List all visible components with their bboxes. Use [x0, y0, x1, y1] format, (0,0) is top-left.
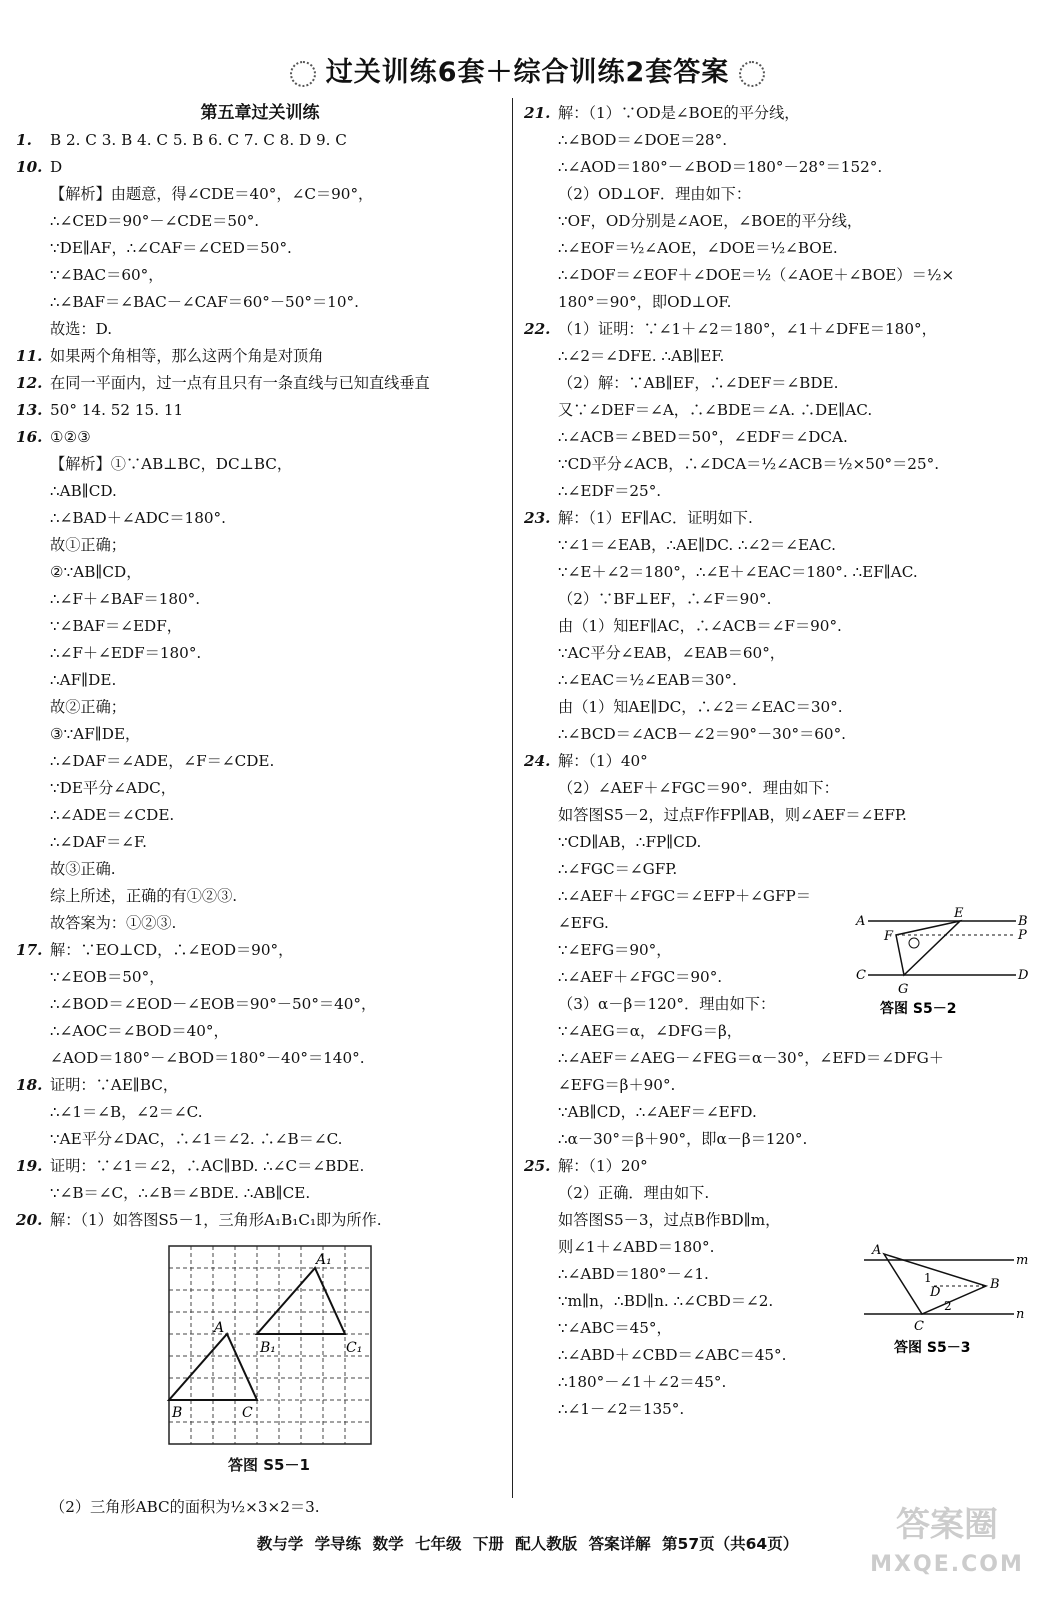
answer-text: ∴∠DAF＝∠F.	[50, 833, 147, 851]
answer-line	[16, 1099, 504, 1126]
answer-line	[16, 127, 504, 154]
answer-text: ∵DE平分∠ADC，	[50, 779, 176, 797]
answer-line	[524, 640, 1044, 667]
answer-text: ∵∠EOB＝50°，	[50, 968, 165, 986]
answer-line	[524, 1018, 1044, 1045]
right-column	[524, 100, 1044, 1423]
label-a: A	[856, 914, 866, 929]
answer-line	[16, 667, 504, 694]
answer-line	[16, 1018, 504, 1045]
answer-text: ∴∠1＝∠B，∠2＝∠C.	[50, 1103, 203, 1121]
answer-text: ∴∠ABD＋∠CBD＝∠ABC＝45°.	[558, 1346, 787, 1364]
answer-text: ∵m∥n，∴BD∥n. ∴∠CBD＝∠2.	[558, 1292, 774, 1310]
figure-s5-3	[854, 1238, 1029, 1358]
answer-line	[524, 127, 1044, 154]
answer-text: （2）解：∵AB∥EF，∴∠DEF＝∠BDE.	[558, 374, 839, 392]
answer-line	[524, 100, 1044, 127]
answer-text: 在同一平面内，过一点有且只有一条直线与已知直线垂直	[50, 374, 430, 392]
answer-text: （3）α－β＝120°．理由如下：	[558, 995, 776, 1013]
answer-text: 如答图S5－2，过点F作FP∥AB，则∠AEF＝∠EFP.	[558, 806, 907, 824]
answer-line	[16, 1126, 504, 1153]
answer-text: 由（1）知AE∥DC，∴∠2＝∠EAC＝30°.	[558, 698, 843, 716]
answer-text: 故选：D.	[50, 320, 113, 338]
answer-line	[16, 856, 504, 883]
answer-text: ∴∠ADE＝∠CDE.	[50, 806, 175, 824]
answer-text: 证明：∵∠1＝∠2，∴AC∥BD. ∴∠C＝∠BDE.	[50, 1157, 365, 1175]
answer-text: ∵DE∥AF，∴∠CAF＝∠CED＝50°.	[50, 239, 292, 257]
question-number: 21.	[524, 104, 551, 122]
answer-line	[16, 316, 504, 343]
answer-line	[524, 208, 1044, 235]
answer-line	[524, 532, 1044, 559]
question-number: 16.	[16, 428, 43, 446]
answer-line	[524, 1180, 1044, 1207]
answer-text: 如答图S5－3，过点B作BD∥m，	[558, 1211, 781, 1229]
answer-line	[524, 1153, 1044, 1180]
answer-text: ∴∠AOD＝180°－∠BOD＝180°－28°＝152°.	[558, 158, 883, 176]
answer-line	[16, 505, 504, 532]
answer-text: ∴∠BOD＝∠EOD－∠EOB＝90°－50°＝40°，	[50, 995, 377, 1013]
answer-text: 180°＝90°，即OD⊥OF.	[558, 293, 732, 311]
answer-line	[16, 451, 504, 478]
answer-line	[16, 586, 504, 613]
answer-text: 解：（1）20°	[558, 1157, 648, 1175]
label-f: F	[884, 929, 894, 944]
answer-text: ∵CD∥AB，∴FP∥CD.	[558, 833, 702, 851]
answer-line	[16, 262, 504, 289]
answer-line	[524, 667, 1044, 694]
answer-text: ∴∠EAC＝½∠EAB＝30°.	[558, 671, 737, 689]
answer-line	[524, 343, 1044, 370]
question-number: 12.	[16, 374, 43, 392]
answer-line	[524, 181, 1044, 208]
answer-text: ∴∠BOD＝∠DOE＝28°.	[558, 131, 728, 149]
answer-line	[524, 424, 1044, 451]
label-b: B	[172, 1405, 183, 1421]
label-d: D	[930, 1285, 941, 1300]
answer-line	[524, 1126, 1044, 1153]
answer-line	[16, 1153, 504, 1180]
answer-line	[16, 559, 504, 586]
watermark-text: 答案圈	[896, 1505, 998, 1545]
answer-line	[524, 235, 1044, 262]
answer-text: ②∵AB∥CD，	[50, 563, 142, 581]
answer-text: ∴∠2＝∠DFE. ∴AB∥EF.	[558, 347, 725, 365]
answer-text: ∴∠AEF＝∠AEG－∠FEG＝α－30°，∠EFD＝∠DFG＋	[558, 1049, 944, 1067]
answer-text: ∠EFG.	[558, 914, 609, 932]
answer-text: （1）证明：∵∠1＋∠2＝180°，∠1＋∠DFE＝180°，	[558, 320, 937, 338]
answer-text: 解：（1）如答图S5－1，三角形A₁B₁C₁即为所作.	[50, 1211, 382, 1229]
answer-text: ∴AF∥DE.	[50, 671, 117, 689]
answer-text: ∴α－30°＝β＋90°，即α－β＝120°.	[558, 1130, 808, 1148]
answer-line	[16, 694, 504, 721]
answer-text: 由（1）知EF∥AC，∴∠ACB＝∠F＝90°.	[558, 617, 842, 635]
label-m: m	[1016, 1253, 1029, 1268]
ornament-icon	[739, 61, 765, 87]
answer-text: ∴∠DAF＝∠ADE，∠F＝∠CDE.	[50, 752, 275, 770]
answer-line	[524, 721, 1044, 748]
answer-text: 故②正确；	[50, 698, 126, 716]
answer-text: ∵∠EFG＝90°，	[558, 941, 672, 959]
answer-text: 【解析】由题意，得∠CDE＝40°，∠C＝90°，	[50, 185, 374, 203]
answer-text: ∴∠DOF＝∠EOF＋∠DOE＝½（∠AOE＋∠BOE）＝½×	[558, 266, 955, 284]
answer-line	[16, 829, 504, 856]
answer-text: ∵∠BAC＝60°，	[50, 266, 164, 284]
answer-text: ∴∠BAF＝∠BAC－∠CAF＝60°－50°＝10°.	[50, 293, 359, 311]
answer-line	[524, 262, 1044, 289]
answer-line	[524, 154, 1044, 181]
answer-text: ∠AOD＝180°－∠BOD＝180°－40°＝140°.	[50, 1049, 365, 1067]
answer-line	[524, 802, 1044, 829]
question-number: 13.	[16, 401, 43, 419]
answer-text: D	[50, 158, 63, 176]
page-footer: 教与学 学导练 数学 七年级 下册 配人教版 答案详解 第57页（共64页）	[256, 1535, 799, 1553]
question-number: 20.	[16, 1211, 43, 1229]
section-heading: 第五章过关训练	[200, 103, 320, 123]
answer-line	[16, 235, 504, 262]
answer-text: （2）∵BF⊥EF，∴∠F＝90°.	[558, 590, 772, 608]
answer-text: ∠EFG＝β＋90°.	[558, 1076, 676, 1094]
answer-text: 证明：∵AE∥BC，	[50, 1076, 179, 1094]
angle-2-label: 2	[944, 1299, 952, 1313]
answer-text: ∴AB∥CD.	[50, 482, 117, 500]
figure-s5-2	[856, 905, 1029, 1017]
answer-line	[524, 397, 1044, 424]
answer-line	[16, 1072, 504, 1099]
answer-text: 综上所述，正确的有①②③.	[50, 887, 238, 905]
figure-s5-1	[16, 1234, 504, 1484]
question-number: 22.	[524, 320, 551, 338]
answer-text: （2）OD⊥OF．理由如下：	[558, 185, 752, 203]
answer-text: 故①正确；	[50, 536, 126, 554]
answer-text: ∴∠AOC＝∠BOD＝40°，	[50, 1022, 229, 1040]
answer-text: ∵∠BAF＝∠EDF，	[50, 617, 182, 635]
label-n: n	[1016, 1307, 1025, 1322]
answer-text: ∵AE平分∠DAC，∴∠1＝∠2. ∴∠B＝∠C.	[50, 1130, 343, 1148]
answer-text: ∵AC平分∠EAB，∠EAB＝60°，	[558, 644, 785, 662]
answer-text: ∴∠F＋∠BAF＝180°.	[50, 590, 201, 608]
answer-text: ∴∠FGC＝∠GFP.	[558, 860, 678, 878]
answer-text: 50° 14. 52 15. 11	[50, 401, 184, 419]
left-answer-list	[16, 127, 504, 1234]
answer-text: 解：（1）40°	[558, 752, 648, 770]
question-number: 10.	[16, 158, 43, 176]
answer-line	[16, 883, 504, 910]
label-p: P	[1018, 928, 1027, 943]
answer-text: ∵∠B＝∠C，∴∠B＝∠BDE. ∴AB∥CE.	[50, 1184, 311, 1202]
question-number: 19.	[16, 1157, 43, 1175]
answer-text: ∴∠AEF＋∠FGC＝90°.	[558, 968, 723, 986]
label-a1: A₁	[316, 1252, 332, 1268]
answer-line	[16, 154, 504, 181]
answer-line	[524, 559, 1044, 586]
label-a: A	[872, 1243, 882, 1258]
answer-line	[524, 289, 1044, 316]
answer-line	[16, 478, 504, 505]
answer-line	[16, 424, 504, 451]
label-c: C	[242, 1405, 253, 1421]
label-b1: B₁	[260, 1340, 276, 1356]
answer-line	[524, 1369, 1044, 1396]
answer-text: 解：（1）∵OD是∠BOE的平分线，	[558, 104, 800, 122]
answer-text: ∴180°－∠1＋∠2＝45°.	[558, 1373, 727, 1391]
answer-line	[524, 586, 1044, 613]
answer-line: （2）三角形ABC的面积为½×3×2＝3.	[50, 1498, 320, 1516]
answer-line	[16, 343, 504, 370]
label-g: G	[898, 982, 909, 997]
watermark-url: MXQE.COM	[870, 1552, 1024, 1577]
label-c: C	[856, 968, 866, 983]
answer-line	[16, 775, 504, 802]
answer-text: 故③正确.	[50, 860, 116, 878]
question-number: 23.	[524, 509, 551, 527]
answer-line	[16, 532, 504, 559]
question-number: 1.	[16, 131, 32, 149]
answer-line	[16, 910, 504, 937]
answer-line	[524, 505, 1044, 532]
answer-line	[524, 1099, 1044, 1126]
answer-line	[16, 397, 504, 424]
answer-text: ∵∠1＝∠EAB，∴AE∥DC. ∴∠2＝∠EAC.	[558, 536, 836, 554]
figure-caption: 答图 S5－3	[894, 1340, 971, 1356]
answer-line	[16, 802, 504, 829]
answer-line	[16, 208, 504, 235]
answer-text: ∵AB∥CD，∴∠AEF＝∠EFD.	[558, 1103, 757, 1121]
label-b: B	[990, 1277, 1000, 1292]
left-column	[16, 100, 504, 1521]
answer-line	[524, 694, 1044, 721]
answer-text: B 2. C 3. B 4. C 5. B 6. C 7. C 8. D 9. C	[50, 131, 347, 149]
answer-text: ∵CD平分∠ACB，∴∠DCA＝½∠ACB＝½×50°＝25°.	[558, 455, 940, 473]
answer-line	[524, 1207, 1044, 1234]
answer-text: 又∵∠DEF＝∠A，∴∠BDE＝∠A. ∴DE∥AC.	[558, 401, 873, 419]
answer-text: ∵OF，OD分别是∠AOE，∠BOE的平分线，	[558, 212, 863, 230]
answer-text: ∴∠EOF＝½∠AOE，∠DOE＝½∠BOE.	[558, 239, 838, 257]
answer-text: ∴∠ABD＝180°－∠1.	[558, 1265, 709, 1283]
answer-line	[16, 1207, 504, 1234]
label-c: C	[914, 1319, 924, 1334]
answer-line	[524, 829, 1044, 856]
figure-caption: 答图 S5－1	[228, 1456, 310, 1474]
answer-text: （2）∠AEF＋∠FGC＝90°．理由如下：	[558, 779, 839, 797]
ornament-icon	[290, 61, 316, 87]
angle-1-label: 1	[924, 1271, 932, 1285]
answer-text: ∵∠ABC＝45°，	[558, 1319, 672, 1337]
answer-text: ∴∠AEF＋∠FGC＝∠EFP＋∠GFP＝	[558, 887, 811, 905]
grid-figure	[16, 1234, 504, 1459]
right-answer-list	[524, 100, 1044, 1423]
label-b: B	[1018, 914, 1028, 929]
question-number: 17.	[16, 941, 43, 959]
answer-line	[524, 775, 1044, 802]
answer-text: ∴∠F＋∠EDF＝180°.	[50, 644, 202, 662]
answer-line	[16, 937, 504, 964]
answer-text: ∴∠EDF＝25°.	[558, 482, 662, 500]
answer-text: （2）正确．理由如下.	[558, 1184, 710, 1202]
answer-line	[16, 748, 504, 775]
answer-text: 解：（1）EF∥AC．证明如下.	[558, 509, 753, 527]
answer-text: ∵∠E＋∠2＝180°，∴∠E＋∠EAC＝180°. ∴EF∥AC.	[558, 563, 918, 581]
answer-text: ③∵AF∥DE，	[50, 725, 141, 743]
answer-line	[16, 181, 504, 208]
answer-line	[524, 1396, 1044, 1423]
column-divider	[512, 98, 513, 1498]
answer-line	[524, 1072, 1044, 1099]
answer-line	[524, 1045, 1044, 1072]
figure-caption: 答图 S5－2	[880, 1001, 957, 1017]
answer-line	[524, 316, 1044, 343]
answer-text: ①②③	[50, 428, 91, 446]
answer-text: ∴∠BAD＋∠ADC＝180°.	[50, 509, 226, 527]
answer-text: 【解析】①∵AB⊥BC，DC⊥BC，	[50, 455, 293, 473]
answer-line	[16, 640, 504, 667]
answer-text: 故答案为：①②③.	[50, 914, 177, 932]
answer-line	[524, 451, 1044, 478]
answer-text: ∴∠CED＝90°－∠CDE＝50°.	[50, 212, 260, 230]
title-text: 过关训练6套＋综合训练2套答案	[325, 57, 730, 88]
answer-line	[16, 964, 504, 991]
question-number: 25.	[524, 1157, 551, 1175]
answer-line	[524, 856, 1044, 883]
answer-line	[524, 748, 1044, 775]
question-number: 24.	[524, 752, 551, 770]
page-title	[0, 50, 1055, 89]
answer-text: 则∠1＋∠ABD＝180°.	[558, 1238, 715, 1256]
answer-line	[16, 991, 504, 1018]
answer-text: 如果两个角相等，那么这两个角是对顶角	[50, 347, 324, 365]
answer-text: ∵∠AEG＝α，∠DFG＝β，	[558, 1022, 742, 1040]
answer-line	[16, 370, 504, 397]
label-a: A	[214, 1320, 225, 1336]
label-c1: C₁	[346, 1340, 363, 1356]
question-number: 11.	[16, 347, 43, 365]
answer-text: 解：∵EO⊥CD，∴∠EOD＝90°，	[50, 941, 294, 959]
answer-text: ∴∠BCD＝∠ACB－∠2＝90°－30°＝60°.	[558, 725, 847, 743]
question-number: 18.	[16, 1076, 43, 1094]
answer-line	[16, 289, 504, 316]
answer-line	[16, 721, 504, 748]
answer-line	[16, 1045, 504, 1072]
answer-line	[16, 1180, 504, 1207]
label-e: E	[954, 906, 964, 921]
label-d: D	[1018, 968, 1029, 983]
answer-line	[16, 613, 504, 640]
answer-text: ∴∠ACB＝∠BED＝50°，∠EDF＝∠DCA.	[558, 428, 848, 446]
watermark-logo	[867, 1505, 1027, 1585]
answer-line	[524, 478, 1044, 505]
answer-line	[524, 613, 1044, 640]
answer-line	[524, 370, 1044, 397]
answer-text: ∴∠1－∠2＝135°.	[558, 1400, 685, 1418]
